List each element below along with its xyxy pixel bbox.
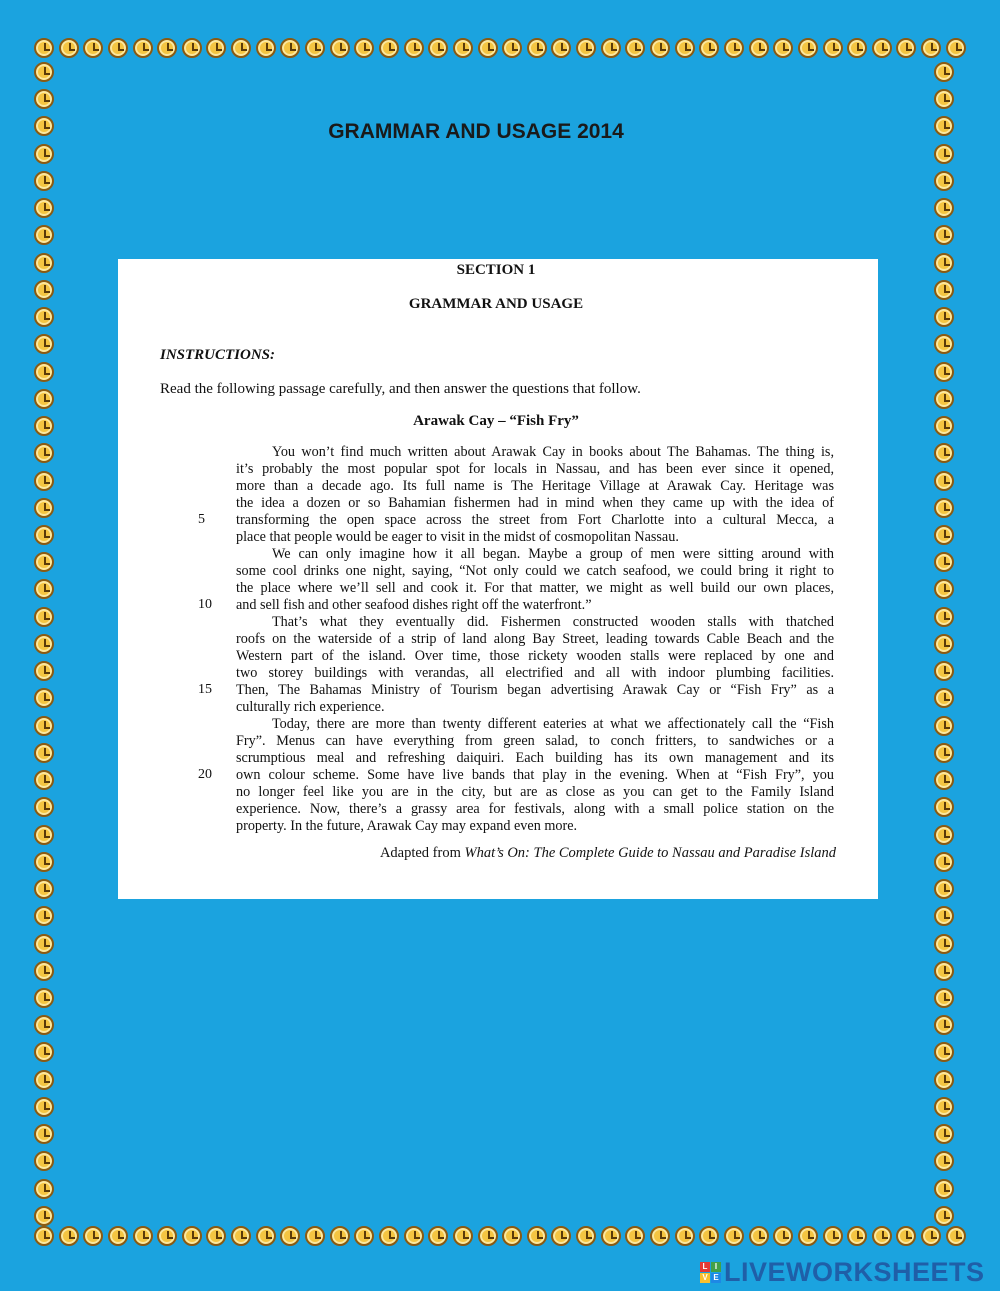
clock-icon <box>34 852 54 872</box>
clock-icon <box>934 879 954 899</box>
clock-icon <box>934 1042 954 1062</box>
passage-line: Fry”. Menus can have everything from green salad, to conch fritters, to sandwiches or a <box>236 733 834 749</box>
clock-icon <box>551 38 571 58</box>
clock-icon <box>34 443 54 463</box>
passage-line: property. In the future, Arawak Cay may expand even more. <box>236 818 578 834</box>
passage-line: That’s what they eventually did. Fishermen constructed wooden stalls with thatched <box>272 614 834 630</box>
passage-line: some cool drinks one night, saying, “Not only could we catch seafood, we could bring it right to <box>236 563 834 579</box>
clock-icon <box>934 934 954 954</box>
clock-icon <box>59 38 79 58</box>
clock-icon <box>946 1226 966 1246</box>
clock-icon <box>354 38 374 58</box>
clock-icon <box>934 1015 954 1035</box>
clock-icon <box>934 307 954 327</box>
passage-body <box>236 444 834 835</box>
clock-icon <box>502 38 522 58</box>
clock-icon <box>34 416 54 436</box>
clock-icon <box>773 1226 793 1246</box>
clock-icon <box>872 1226 892 1246</box>
clock-icon <box>330 1226 350 1246</box>
clock-icon <box>83 1226 103 1246</box>
clock-icon <box>34 1070 54 1090</box>
clock-icon <box>934 471 954 491</box>
clock-icon <box>34 389 54 409</box>
clock-icon <box>305 38 325 58</box>
clock-icon <box>934 89 954 109</box>
clock-icon <box>231 1226 251 1246</box>
section-subtitle: GRAMMAR AND USAGE <box>408 296 584 312</box>
clock-icon <box>453 38 473 58</box>
clock-icon <box>34 1179 54 1199</box>
passage-line: scrumptious meal and refreshing daiquiri. Each building has its own management and its <box>236 750 834 766</box>
passage-line: We can only imagine how it all began. Maybe a group of men were sitting around with <box>272 546 834 562</box>
clock-icon <box>182 38 202 58</box>
clock-icon <box>934 906 954 926</box>
clock-icon <box>133 1226 153 1246</box>
clock-icon <box>34 38 54 58</box>
clock-icon <box>699 38 719 58</box>
clock-icon <box>34 770 54 790</box>
clock-icon <box>934 961 954 981</box>
clock-icon <box>34 198 54 218</box>
clock-icon <box>59 1226 79 1246</box>
clock-icon <box>182 1226 202 1246</box>
section-heading: SECTION 1 <box>456 262 536 278</box>
clock-icon <box>650 1226 670 1246</box>
passage-line: own colour scheme. Some have live bands that play in the evening. When at “Fish Fry”, you <box>236 767 834 783</box>
clock-icon <box>34 362 54 382</box>
clock-icon <box>934 1124 954 1144</box>
clock-icon <box>34 579 54 599</box>
clock-icon <box>934 579 954 599</box>
clock-icon <box>921 1226 941 1246</box>
clock-icon <box>823 1226 843 1246</box>
clock-icon <box>934 253 954 273</box>
passage-line: You won’t find much written about Arawak Cay in books about The Bahamas. The thing is, <box>272 444 834 460</box>
clock-icon <box>34 797 54 817</box>
clock-icon <box>934 198 954 218</box>
clock-icon <box>934 280 954 300</box>
clock-border-bottom <box>34 1226 966 1252</box>
clock-icon <box>157 38 177 58</box>
clock-icon <box>773 38 793 58</box>
clock-icon <box>551 1226 571 1246</box>
passage-line: transforming the open space across the street from Fort Charlotte into a cultural Mecca, a <box>236 512 834 528</box>
clock-icon <box>921 38 941 58</box>
clock-icon <box>34 661 54 681</box>
passage-line: more than a decade ago. Its full name is The Heritage Village at Arawak Cay. Heritage was <box>236 478 834 494</box>
clock-icon <box>934 1179 954 1199</box>
clock-icon <box>34 934 54 954</box>
cube-letter: E <box>711 1273 721 1283</box>
clock-icon <box>650 38 670 58</box>
source-prefix: Adapted from <box>379 845 461 861</box>
line-number-10: 10 <box>198 597 212 612</box>
clock-icon <box>527 1226 547 1246</box>
clock-icon <box>428 1226 448 1246</box>
clock-icon <box>934 634 954 654</box>
clock-icon <box>83 38 103 58</box>
page-title: GRAMMAR AND USAGE 2014 <box>328 120 624 143</box>
clock-icon <box>934 443 954 463</box>
clock-icon <box>502 1226 522 1246</box>
clock-icon <box>379 38 399 58</box>
passage-line: Today, there are more than twenty different eateries at what we affectionately call the “Fish <box>272 716 834 732</box>
clock-icon <box>934 607 954 627</box>
clock-icon <box>206 38 226 58</box>
clock-icon <box>133 38 153 58</box>
clock-icon <box>34 1151 54 1171</box>
clock-icon <box>823 38 843 58</box>
clock-icon <box>934 552 954 572</box>
clock-icon <box>934 362 954 382</box>
clock-icon <box>34 1097 54 1117</box>
clock-icon <box>724 38 744 58</box>
cube-letter: L <box>700 1262 710 1272</box>
clock-icon <box>934 688 954 708</box>
clock-icon <box>934 716 954 736</box>
clock-icon <box>34 171 54 191</box>
clock-border-right <box>934 62 960 1226</box>
passage-line: roofs on the waterside of a strip of land along Bay Street, leading towards Cable Beach and the <box>236 631 834 647</box>
clock-icon <box>379 1226 399 1246</box>
line-number-20: 20 <box>198 767 212 782</box>
clock-icon <box>625 1226 645 1246</box>
clock-icon <box>34 1206 54 1226</box>
clock-icon <box>34 961 54 981</box>
passage-line: Western part of the island. Over time, those rickety wooden stalls were replaced by one and <box>236 648 834 664</box>
cube-letter: I <box>711 1262 721 1272</box>
clock-icon <box>675 38 695 58</box>
clock-icon <box>934 825 954 845</box>
clock-icon <box>527 38 547 58</box>
clock-icon <box>34 988 54 1008</box>
passage-line: experience. Now, there’s a grassy area for festivals, along with a small police station on the <box>236 801 834 817</box>
scanned-document <box>118 259 878 899</box>
clock-icon <box>934 225 954 245</box>
clock-icon <box>934 743 954 763</box>
clock-icon <box>108 38 128 58</box>
clock-icon <box>847 1226 867 1246</box>
clock-icon <box>34 280 54 300</box>
clock-icon <box>872 38 892 58</box>
clock-icon <box>34 607 54 627</box>
clock-icon <box>724 1226 744 1246</box>
clock-icon <box>404 38 424 58</box>
clock-icon <box>934 661 954 681</box>
clock-icon <box>896 38 916 58</box>
clock-icon <box>478 38 498 58</box>
clock-icon <box>280 1226 300 1246</box>
clock-icon <box>305 1226 325 1246</box>
liveworksheets-cube-icon <box>700 1262 721 1283</box>
line-number-15: 15 <box>198 682 212 697</box>
clock-icon <box>34 144 54 164</box>
clock-icon <box>934 988 954 1008</box>
clock-icon <box>428 38 448 58</box>
clock-icon <box>157 1226 177 1246</box>
clock-icon <box>934 498 954 518</box>
clock-icon <box>946 38 966 58</box>
clock-icon <box>330 38 350 58</box>
clock-icon <box>354 1226 374 1246</box>
clock-icon <box>206 1226 226 1246</box>
clock-icon <box>34 906 54 926</box>
clock-icon <box>798 1226 818 1246</box>
clock-icon <box>34 688 54 708</box>
clock-icon <box>625 38 645 58</box>
clock-icon <box>576 1226 596 1246</box>
clock-icon <box>934 852 954 872</box>
clock-icon <box>896 1226 916 1246</box>
clock-icon <box>34 634 54 654</box>
passage-line: culturally rich experience. <box>236 699 385 715</box>
clock-icon <box>231 38 251 58</box>
passage-line: Then, The Bahamas Ministry of Tourism began advertising Arawak Cay or “Fish Fry” as a <box>236 682 834 698</box>
clock-icon <box>34 89 54 109</box>
passage-title: Arawak Cay – “Fish Fry” <box>413 413 579 429</box>
passage-line: the place where we’ll sell and cook it. For that matter, we might as well build our own places, <box>236 580 834 596</box>
clock-icon <box>798 38 818 58</box>
clock-icon <box>34 825 54 845</box>
passage-line: place that people would be eager to visit in the midst of cosmopolitan Nassau. <box>236 529 679 545</box>
clock-icon <box>934 334 954 354</box>
line-number-5: 5 <box>198 512 205 527</box>
clock-icon <box>749 1226 769 1246</box>
passage-line: the idea a dozen or so Bahamian fishermen had in mind when they came up with the idea of <box>236 495 834 511</box>
source-title: What’s On: The Complete Guide to Nassau and Paradise Island <box>464 845 836 861</box>
clock-icon <box>934 144 954 164</box>
clock-icon <box>934 525 954 545</box>
clock-icon <box>256 38 276 58</box>
clock-icon <box>34 716 54 736</box>
passage-line: and sell fish and other seafood dishes right off the waterfront.” <box>236 597 592 613</box>
clock-icon <box>601 1226 621 1246</box>
clock-icon <box>34 307 54 327</box>
clock-icon <box>934 62 954 82</box>
passage-line: two storey buildings with verandas, all electrified and all with indoor plumbing facilities. <box>236 665 834 681</box>
clock-icon <box>34 62 54 82</box>
instructions-label: INSTRUCTIONS: <box>160 347 276 363</box>
clock-icon <box>34 525 54 545</box>
clock-icon <box>934 389 954 409</box>
clock-icon <box>34 225 54 245</box>
clock-icon <box>847 38 867 58</box>
clock-icon <box>934 171 954 191</box>
clock-icon <box>675 1226 695 1246</box>
clock-icon <box>576 38 596 58</box>
clock-border-left <box>34 62 60 1226</box>
clock-icon <box>34 334 54 354</box>
clock-icon <box>601 38 621 58</box>
clock-icon <box>280 38 300 58</box>
clock-icon <box>34 743 54 763</box>
clock-icon <box>34 471 54 491</box>
passage-line: no longer feel like you are in the city, but are as close as you can get to the Family Island <box>236 784 834 800</box>
clock-icon <box>34 1124 54 1144</box>
clock-icon <box>478 1226 498 1246</box>
clock-icon <box>34 879 54 899</box>
clock-icon <box>404 1226 424 1246</box>
clock-icon <box>934 1206 954 1226</box>
clock-icon <box>34 253 54 273</box>
clock-icon <box>34 1042 54 1062</box>
instructions-text: Read the following passage carefully, and then answer the questions that follow. <box>160 381 641 397</box>
clock-icon <box>256 1226 276 1246</box>
clock-icon <box>34 552 54 572</box>
clock-icon <box>699 1226 719 1246</box>
source-citation <box>380 845 836 862</box>
clock-icon <box>934 1097 954 1117</box>
liveworksheets-logo <box>700 1257 985 1287</box>
clock-icon <box>34 498 54 518</box>
clock-icon <box>934 1070 954 1090</box>
clock-icon <box>34 1226 54 1246</box>
clock-icon <box>749 38 769 58</box>
clock-icon <box>453 1226 473 1246</box>
passage-line: it’s probably the most popular spot for locals in Nassau, and has been ever since it opened, <box>236 461 834 477</box>
liveworksheets-text: LIVEWORKSHEETS <box>724 1256 985 1287</box>
clock-icon <box>108 1226 128 1246</box>
clock-icon <box>934 770 954 790</box>
clock-border-top <box>34 38 966 64</box>
clock-icon <box>934 1151 954 1171</box>
clock-icon <box>934 797 954 817</box>
clock-icon <box>934 416 954 436</box>
clock-icon <box>34 1015 54 1035</box>
cube-letter: V <box>700 1273 710 1283</box>
